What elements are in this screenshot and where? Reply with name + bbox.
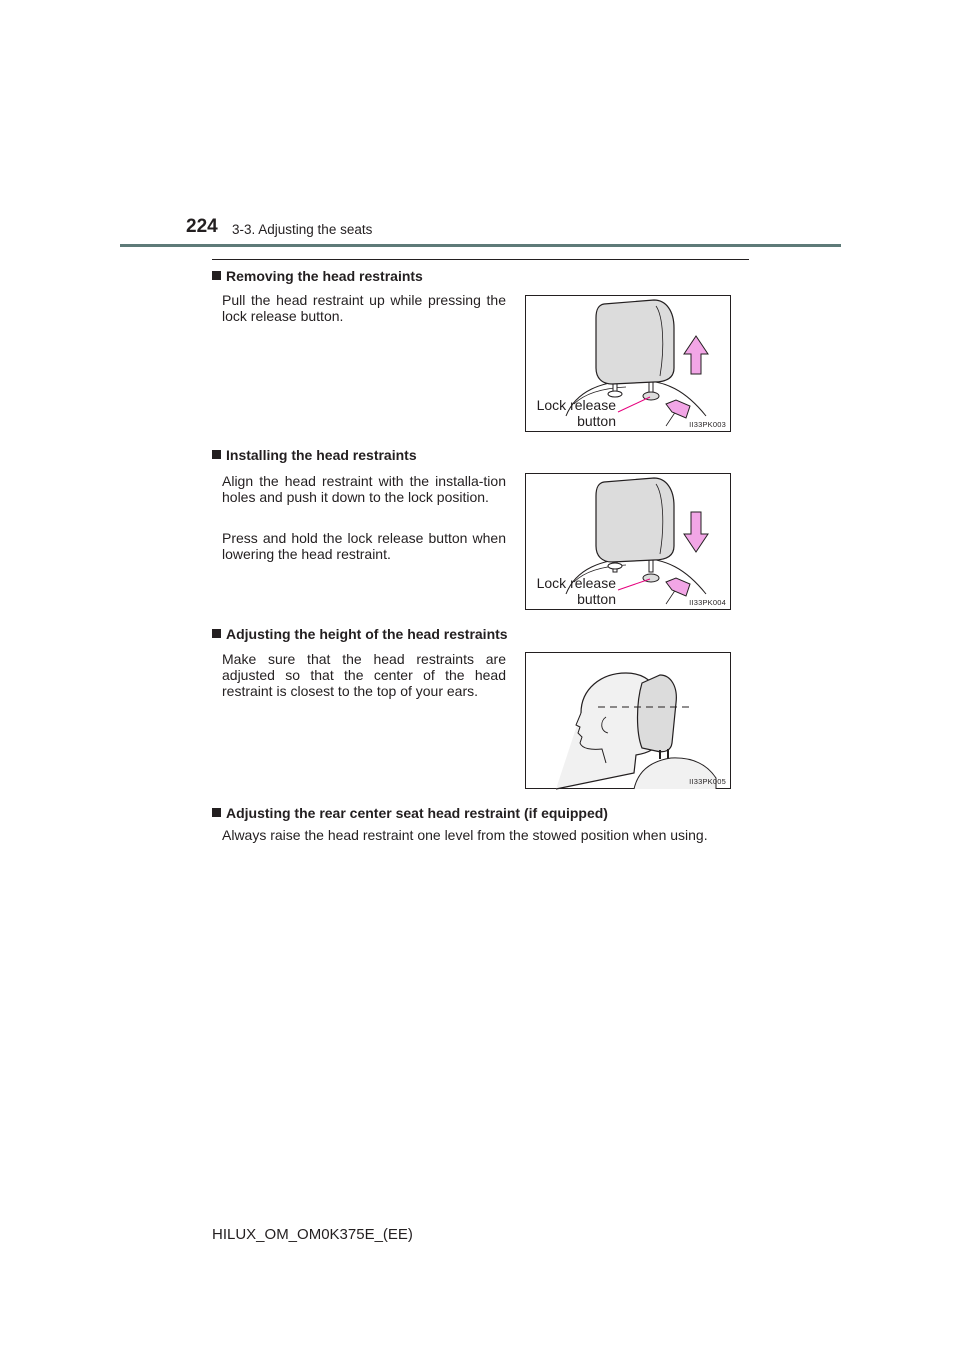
figure-id: II33PK005	[689, 777, 726, 786]
pointer-arrow-icon	[666, 578, 690, 596]
figure-removing	[525, 295, 731, 432]
paragraph-removing: Pull the head restraint up while pressing the lock release button.	[222, 292, 506, 324]
paragraph-installing-2: Press and hold the lock release button when lowering the head restraint.	[222, 530, 506, 562]
down-arrow-icon	[684, 512, 708, 552]
section-title: 3-3. Adjusting the seats	[232, 222, 373, 237]
heading-installing	[212, 447, 417, 463]
heading-adjusting-height	[212, 626, 508, 642]
header-rule	[120, 244, 841, 247]
paragraph-adjusting-height: Make sure that the head restraints are adjusted so that the center of the head restraint is closest to the top of your ears.	[222, 651, 506, 699]
page-number: 224	[186, 216, 218, 237]
lock-release-label: Lock release button	[536, 575, 616, 607]
up-arrow-icon	[684, 336, 708, 374]
head-and-restraint-illustration	[526, 653, 732, 790]
heading-removing	[212, 268, 423, 284]
pointer-arrow-icon	[666, 400, 690, 418]
heading-text: Adjusting the height of the head restraints	[226, 626, 508, 642]
bullet-square-icon	[212, 450, 221, 459]
paragraph-rear-center: Always raise the head restraint one level from the stowed position when using.	[222, 827, 708, 843]
paragraph-installing-1: Align the head restraint with the installa-tion holes and push it down to the lock position.	[222, 473, 506, 505]
heading-text: Adjusting the rear center seat head restraint (if equipped)	[226, 805, 608, 821]
bullet-square-icon	[212, 629, 221, 638]
figure-installing	[525, 473, 731, 610]
figure-adjusting-height	[525, 652, 731, 789]
bullet-square-icon	[212, 808, 221, 817]
content-rule	[212, 259, 749, 260]
lock-release-label: Lock release button	[536, 397, 616, 429]
heading-text: Removing the head restraints	[226, 268, 423, 284]
figure-id: II33PK004	[689, 598, 726, 607]
heading-rear-center	[212, 805, 608, 821]
footer-document-code: HILUX_OM_OM0K375E_(EE)	[212, 1226, 413, 1243]
figure-id: II33PK003	[689, 420, 726, 429]
bullet-square-icon	[212, 271, 221, 280]
heading-text: Installing the head restraints	[226, 447, 417, 463]
